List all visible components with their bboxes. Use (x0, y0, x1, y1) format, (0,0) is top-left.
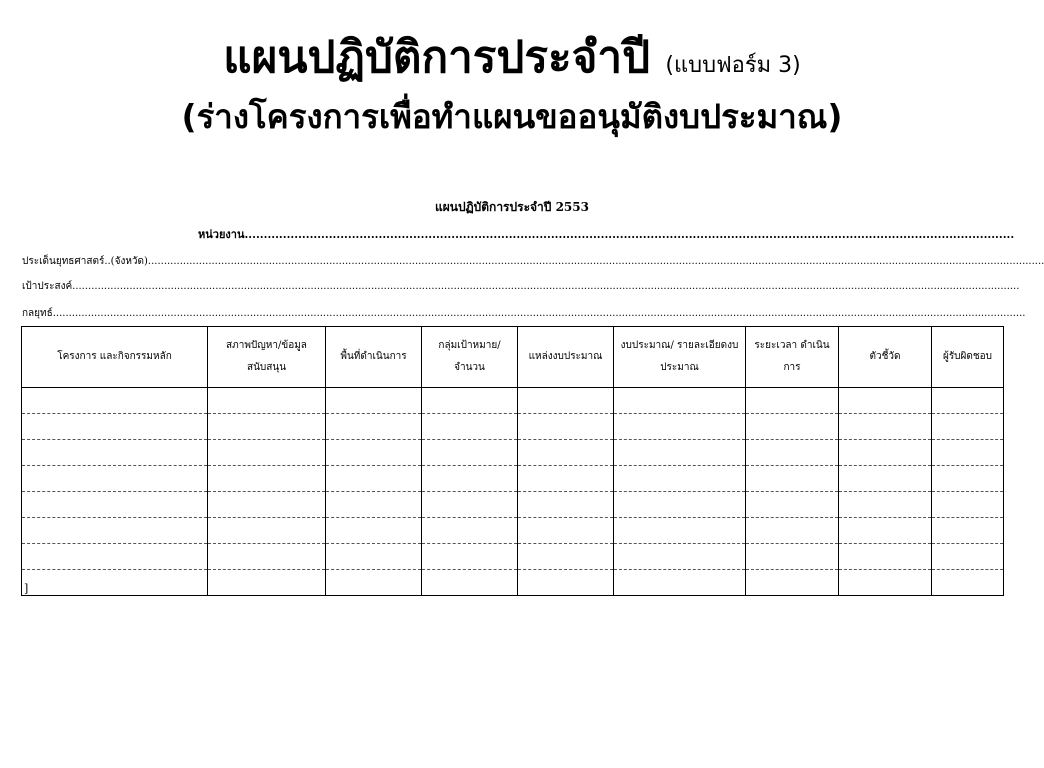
header-indicator: ตัวชี้วัด (839, 327, 932, 388)
table-cell[interactable] (839, 466, 932, 492)
table-cell[interactable] (932, 492, 1004, 518)
table-row (22, 388, 1004, 414)
table-cell[interactable] (326, 492, 422, 518)
strategy-line: กลยุทธ์.................................................................................................................................................................................................................................................................................................................. (22, 308, 1026, 319)
table-row (22, 414, 1004, 440)
table-cell[interactable] (839, 388, 932, 414)
table-cell[interactable] (208, 466, 326, 492)
table-cell[interactable] (614, 388, 746, 414)
table-cell[interactable] (518, 518, 614, 544)
table-cell[interactable] (932, 388, 1004, 414)
table-row (22, 544, 1004, 570)
table-cell[interactable] (614, 414, 746, 440)
table-cell[interactable] (422, 518, 518, 544)
unit-line: หน่วยงาน......................................................................................................................................................................................................... (198, 228, 1015, 241)
header-duration: ระยะเวลา ดำเนินการ (746, 327, 839, 388)
table-cell[interactable] (746, 492, 839, 518)
table-cell[interactable] (326, 414, 422, 440)
table-cell[interactable] (22, 492, 208, 518)
table-cell[interactable] (839, 544, 932, 570)
table-cell[interactable] (22, 544, 208, 570)
table-cell[interactable] (518, 440, 614, 466)
header-target-group: กลุ่มเป้าหมาย/ จำนวน (422, 327, 518, 388)
table-cell[interactable] (746, 466, 839, 492)
table-cell[interactable] (932, 466, 1004, 492)
table-cell[interactable] (518, 570, 614, 596)
table-cell[interactable] (208, 388, 326, 414)
table-cell[interactable] (518, 544, 614, 570)
table-cell[interactable] (746, 414, 839, 440)
table-cell[interactable] (746, 544, 839, 570)
table-cell[interactable] (422, 388, 518, 414)
table-cell[interactable] (22, 388, 208, 414)
table-cell[interactable] (518, 466, 614, 492)
table-cell[interactable] (518, 388, 614, 414)
table-cell[interactable] (614, 570, 746, 596)
header-responsible: ผู้รับผิดชอบ (932, 327, 1004, 388)
table-cell[interactable] (326, 570, 422, 596)
table-header-row (22, 327, 1004, 388)
table-cell-mark[interactable]: ] (22, 570, 208, 596)
table-cell[interactable] (208, 492, 326, 518)
form-tag: (แบบฟอร์ม 3) (665, 53, 801, 78)
table-row (22, 518, 1004, 544)
table-cell[interactable] (746, 570, 839, 596)
slide-subtitle: (ร่างโครงการเพื่อทำแผนขออนุมัติงบประมาณ) (181, 97, 843, 136)
table-cell[interactable] (422, 414, 518, 440)
table-cell[interactable] (208, 440, 326, 466)
header-budget-source: แหล่งงบประมาณ (518, 327, 614, 388)
table-cell[interactable] (518, 414, 614, 440)
slide-title-text: แผนปฏิบัติการประจำปี (223, 32, 651, 83)
table-cell[interactable] (746, 440, 839, 466)
table-cell[interactable] (22, 414, 208, 440)
strategic-issue-line: ประเด็นยุทธศาสตร์..(จังหวัด).......................................................................................................................................................................................................................................................................................... (22, 256, 1044, 267)
table-cell[interactable] (932, 440, 1004, 466)
table-cell[interactable] (326, 388, 422, 414)
table-cell[interactable] (22, 518, 208, 544)
table-cell[interactable] (22, 440, 208, 466)
table-cell[interactable] (208, 544, 326, 570)
table-cell[interactable] (326, 544, 422, 570)
table-cell[interactable] (614, 544, 746, 570)
form-heading: แผนปฏิบัติการประจำปี 2553 (435, 200, 589, 214)
table-cell[interactable] (746, 518, 839, 544)
table-cell[interactable] (932, 414, 1004, 440)
table-cell[interactable] (614, 466, 746, 492)
table-cell[interactable] (422, 466, 518, 492)
table-cell[interactable] (208, 518, 326, 544)
table-cell[interactable] (326, 466, 422, 492)
table-row (22, 440, 1004, 466)
table-cell[interactable] (326, 518, 422, 544)
table-row (22, 570, 1004, 596)
header-budget-detail: งบประมาณ/ รายละเอียดงบประมาณ (614, 327, 746, 388)
table-cell[interactable] (746, 388, 839, 414)
table-row (22, 466, 1004, 492)
table-cell[interactable] (208, 414, 326, 440)
table-cell[interactable] (326, 440, 422, 466)
table-cell[interactable] (208, 570, 326, 596)
table-row (22, 492, 1004, 518)
table-cell[interactable] (932, 570, 1004, 596)
table-cell[interactable] (422, 440, 518, 466)
table-cell[interactable] (614, 518, 746, 544)
table-cell[interactable] (614, 492, 746, 518)
table-cell[interactable] (518, 492, 614, 518)
plan-table (21, 326, 1004, 596)
table-cell[interactable] (932, 544, 1004, 570)
table-cell[interactable] (932, 518, 1004, 544)
table-cell[interactable] (422, 492, 518, 518)
header-area: พื้นที่ดำเนินการ (326, 327, 422, 388)
header-project: โครงการ และกิจกรรมหลัก (22, 327, 208, 388)
goal-line: เป้าประสงค์.......................................................................................................................................................................................................................................................................................................... (22, 281, 1020, 292)
table-cell[interactable] (614, 440, 746, 466)
table-cell[interactable] (839, 518, 932, 544)
header-problem: สภาพปัญหา/ข้อมูล สนับสนุน (208, 327, 326, 388)
table-cell[interactable] (839, 414, 932, 440)
table-cell[interactable] (839, 492, 932, 518)
slide-title (0, 28, 1024, 96)
table-cell[interactable] (422, 544, 518, 570)
table-cell[interactable] (839, 440, 932, 466)
table-cell[interactable] (839, 570, 932, 596)
table-cell[interactable] (422, 570, 518, 596)
table-cell[interactable] (22, 466, 208, 492)
